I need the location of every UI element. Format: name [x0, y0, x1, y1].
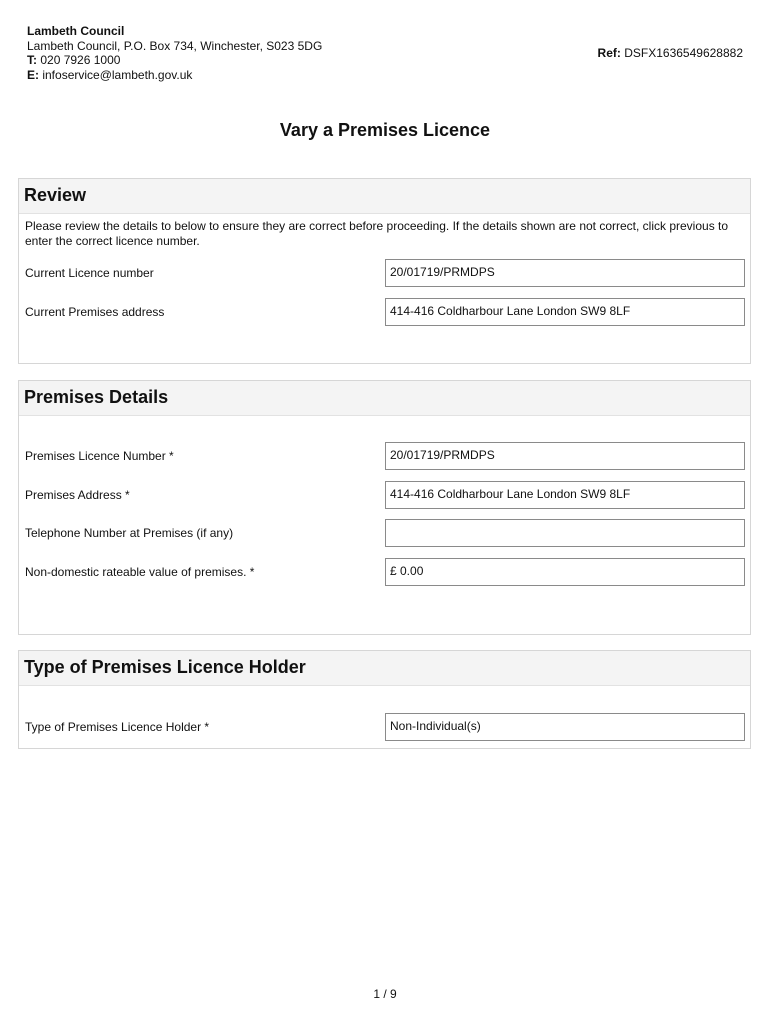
current-licence-label: Current Licence number [25, 266, 154, 280]
holder-type-row [25, 713, 746, 741]
telephone-row [25, 519, 746, 547]
email-label: E: [27, 67, 39, 82]
review-section [18, 178, 751, 364]
review-intro: Please review the details to below to ensure they are correct before proceeding. If the details shown are not correct, click previous to enter the correct licence number. [25, 219, 729, 248]
page-title: Vary a Premises Licence [279, 120, 491, 140]
page-number: 1 / 9 [373, 987, 397, 1001]
licence-number-field[interactable]: 20/01719/PRMDPS [385, 442, 745, 470]
ref-value: DSFX1636549628882 [624, 46, 743, 60]
premises-address-row [25, 481, 746, 509]
licence-number-row [25, 442, 746, 470]
review-heading: Review [19, 179, 750, 214]
premises-address-field[interactable]: 414-416 Coldharbour Lane London SW9 8LF [385, 481, 745, 509]
council-header [27, 24, 322, 82]
current-address-field[interactable]: 414-416 Coldharbour Lane London SW9 8LF [385, 298, 745, 326]
holder-heading: Type of Premises Licence Holder [19, 651, 750, 686]
current-address-label: Current Premises address [25, 305, 165, 319]
premises-section [18, 380, 751, 635]
org-phone [27, 53, 322, 68]
current-licence-field[interactable]: 20/01719/PRMDPS [385, 259, 745, 287]
org-email [27, 68, 322, 83]
holder-type-label: Type of Premises Licence Holder * [25, 720, 210, 734]
phone-value: 020 7926 1000 [40, 53, 121, 67]
current-licence-row [25, 259, 746, 287]
telephone-label: Telephone Number at Premises (if any) [25, 526, 234, 540]
reference [598, 46, 743, 60]
rateable-value-label: Non-domestic rateable value of premises. * [25, 565, 255, 579]
org-address: Lambeth Council, P.O. Box 734, Winchester, S023 5DG [27, 38, 323, 53]
licence-number-label: Premises Licence Number * [25, 449, 174, 463]
phone-label: T: [27, 53, 37, 67]
telephone-field[interactable] [385, 519, 745, 547]
rateable-value-row [25, 558, 746, 586]
org-name: Lambeth Council [27, 24, 125, 38]
rateable-value-field[interactable]: £ 0.00 [385, 558, 745, 586]
current-address-row [25, 298, 746, 326]
premises-heading: Premises Details [19, 381, 750, 416]
holder-section [18, 650, 751, 749]
email-value: infoservice@lambeth.gov.uk [42, 67, 193, 82]
premises-address-label: Premises Address * [25, 488, 130, 502]
ref-label: Ref: [597, 46, 621, 60]
holder-type-field[interactable]: Non-Individual(s) [385, 713, 745, 741]
